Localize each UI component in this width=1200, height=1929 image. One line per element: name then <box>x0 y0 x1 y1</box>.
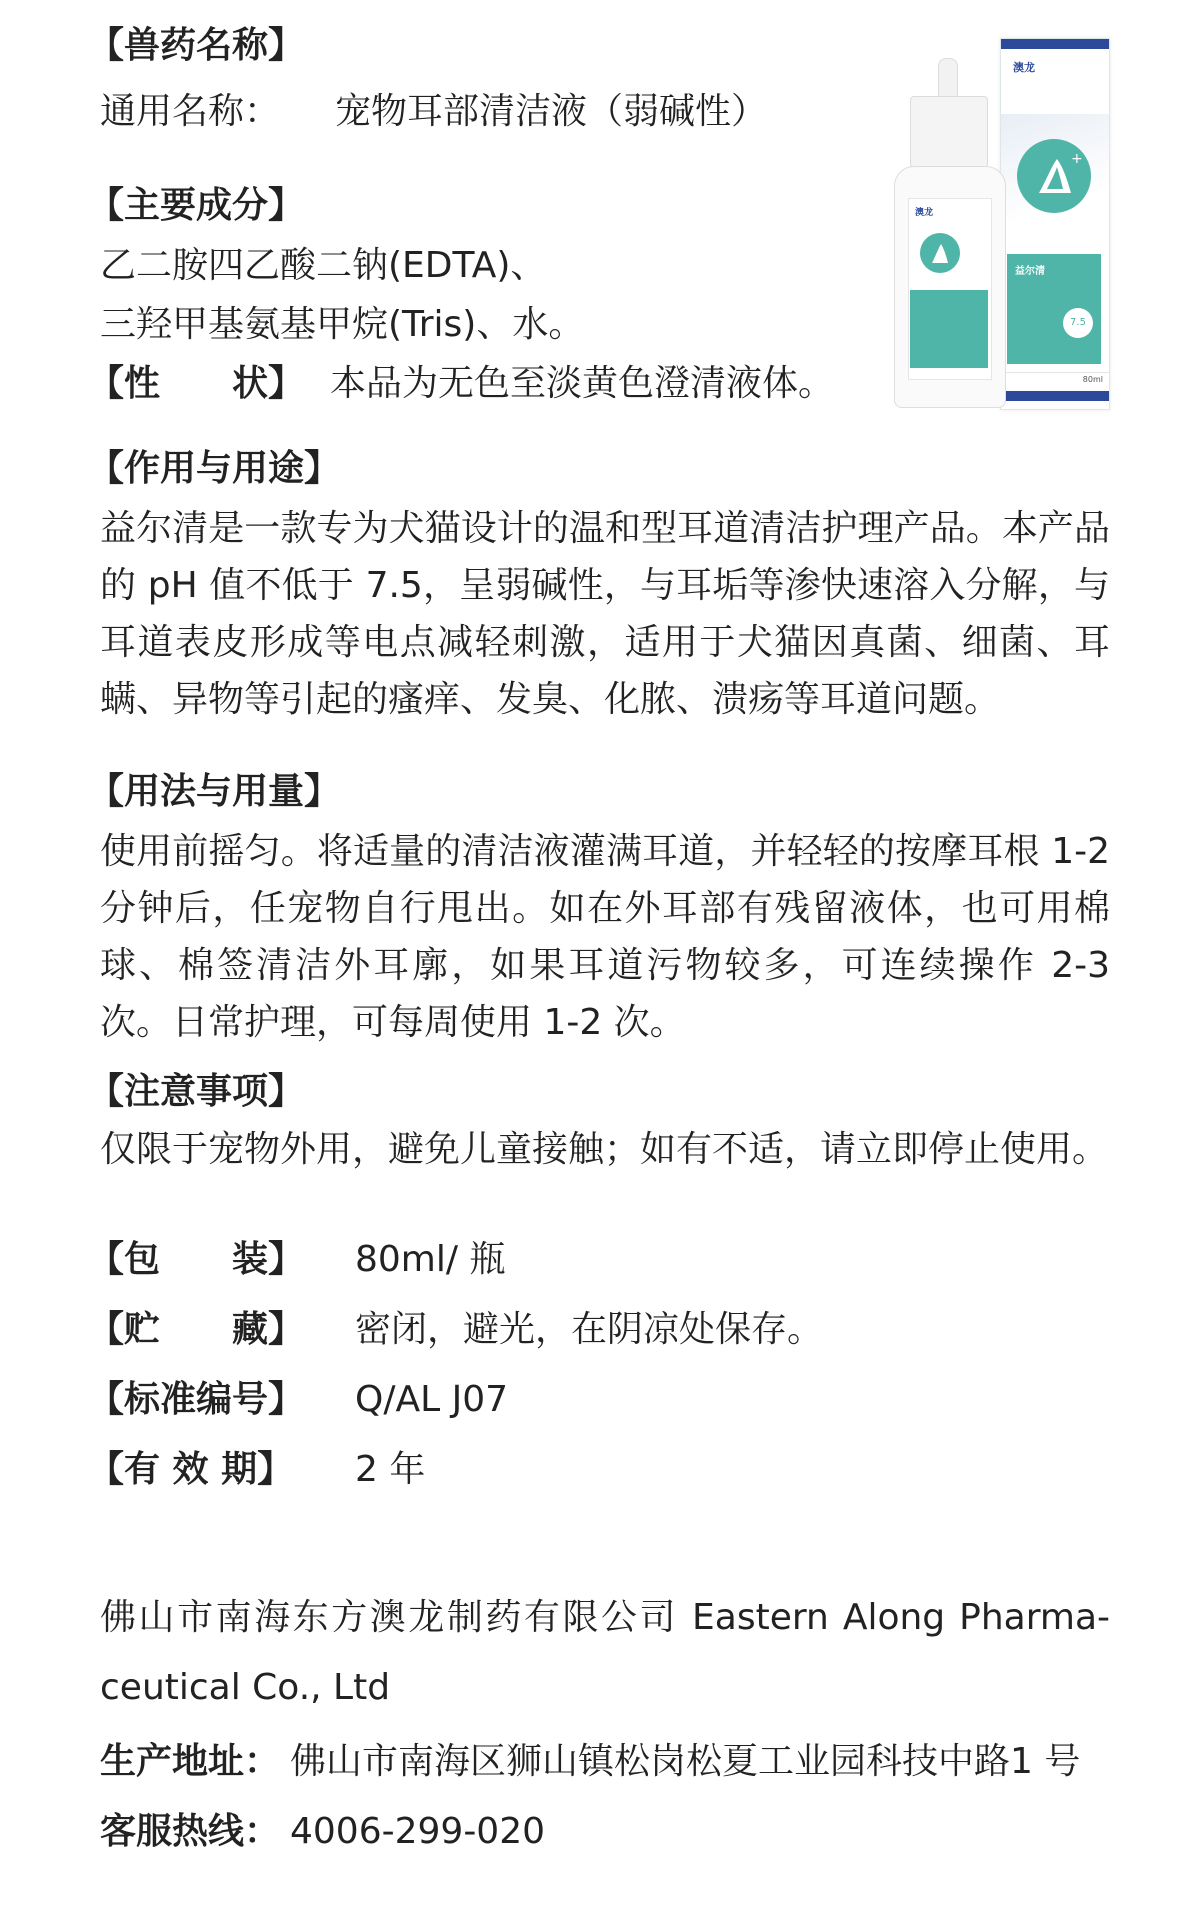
svg-text:+: + <box>1071 151 1083 167</box>
uses-text: 益尔清是一款专为犬猫设计的温和型耳道清洁护理产品。本产品的 pH 值不低于 7.5，呈弱碱性，与耳垢等渗快速溶入分解，与耳道表皮形成等电点减轻刺激，适用于犬猫因真菌、细菌、耳螨、异物等引起的瘙痒、发臭、化脓、溃疡等耳道问题。 <box>100 508 1110 720</box>
spec-label-standard: 【标准编号】 <box>88 1379 305 1420</box>
ear-drop-icon <box>1017 139 1091 213</box>
box-brand-logo: 澳龙 <box>1013 61 1035 74</box>
section-title-uses: 【作用与用途】 <box>88 448 341 489</box>
generic-name-label: 通用名称： <box>100 91 281 132</box>
section-title-ingredients: 【主要成分】 <box>88 185 305 226</box>
generic-name-value: 宠物耳部清洁液（弱碱性） <box>335 91 768 132</box>
section-title-dosage: 【用法与用量】 <box>88 771 341 812</box>
address-value: 佛山市南海区狮山镇松岗松夏工业园科技中路1 号 <box>290 1741 1081 1782</box>
property-label: 【性 状】 <box>88 363 305 404</box>
box-volume: 80ml <box>1082 375 1103 384</box>
address-label: 生产地址： <box>100 1741 281 1782</box>
spec-value-standard: Q/AL J07 <box>355 1379 509 1420</box>
product-box <box>1000 38 1110 410</box>
ph-badge: 7.5 <box>1063 308 1093 338</box>
box-product-name: 益尔清 <box>1015 266 1045 277</box>
spec-value-validity: 2 年 <box>355 1449 426 1490</box>
property-value: 本品为无色至淡黄色澄清液体。 <box>330 363 835 404</box>
spec-value-package: 80ml/ 瓶 <box>355 1239 506 1280</box>
bottle-brand-logo: 澳龙 <box>915 208 934 218</box>
spec-label-package: 【包 装】 <box>88 1239 305 1280</box>
section-title-name: 【兽药名称】 <box>88 25 305 66</box>
company-name: 佛山市南海东方澳龙制药有限公司 Eastern Along Pharma-ceutical Co., Ltd <box>100 1597 1110 1708</box>
spec-label-validity: 【有 效 期】 <box>88 1449 294 1490</box>
ingredients-line-2: 三羟甲基氨基甲烷(Tris)、水。 <box>100 304 585 345</box>
hotline-value: 4006-299-020 <box>290 1811 546 1852</box>
caution-text: 仅限于宠物外用，避免儿童接触；如有不适，请立即停止使用。 <box>100 1129 1109 1170</box>
dosage-text: 使用前摇匀。将适量的清洁液灌满耳道，并轻轻的按摩耳根 1-2 分钟后，任宠物自行甩出。如在外耳部有残留液体，也可用棉球、棉签清洁外耳廓，如果耳道污物较多，可连续操作 2-3 次。日常护理，可每周使用 1-2 次。 <box>100 831 1110 1043</box>
section-title-caution: 【注意事项】 <box>88 1071 305 1112</box>
ingredients-line-1: 乙二胺四乙酸二钠(EDTA)、 <box>100 245 547 286</box>
spec-label-storage: 【贮 藏】 <box>88 1309 305 1350</box>
hotline-label: 客服热线： <box>100 1811 281 1852</box>
bottle-ear-icon <box>920 233 960 273</box>
product-bottle <box>890 58 1010 408</box>
spec-value-storage: 密闭，避光，在阴凉处保存。 <box>355 1309 824 1350</box>
product-image <box>890 38 1110 410</box>
